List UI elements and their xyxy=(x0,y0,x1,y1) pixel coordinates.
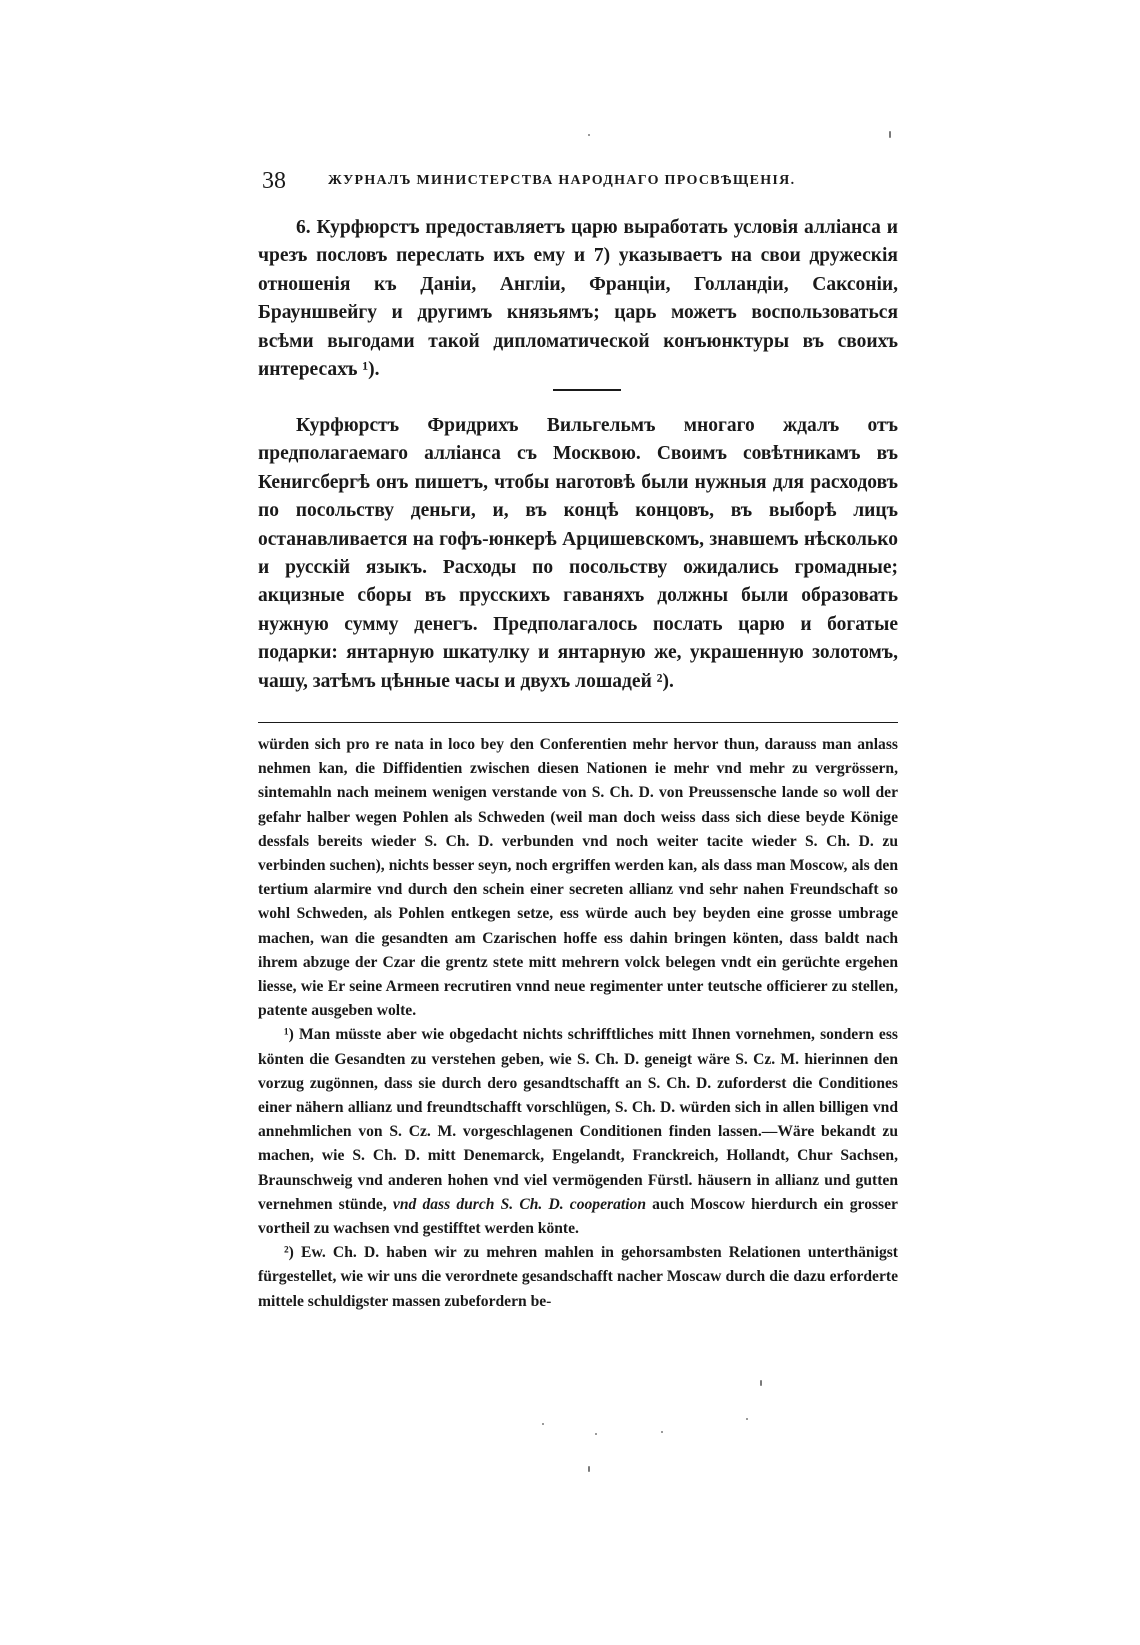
running-head: ЖУРНАЛЪ МИНИСТЕРСТВА НАРОДНАГО ПРОСВѢЩЕНІЯ. xyxy=(328,173,796,188)
scan-speck xyxy=(588,1466,590,1472)
footnote-1-end: auch Moscow hierdurch ein grosser vortheil zu wachsen vnd gestifftet werden könte. xyxy=(258,1195,898,1238)
footnote-1-italic: vnd dass durch S. Ch. D. cooperation xyxy=(392,1195,647,1213)
scan-speck xyxy=(542,1423,544,1425)
footnote-2: ²) Ew. Ch. D. haben wir zu mehren mahlen in gehorsambsten Relationen unterthänigst fürgestellet, wie wir uns die verordnete gesandschafft nacher Moscaw durch die dazu erforderte mittele schuldigster massen zubefordern be- xyxy=(258,1244,898,1310)
scan-speck xyxy=(588,134,590,136)
footnote-1 xyxy=(258,1023,898,1241)
footnote-continuation: würden sich pro re nata in loco bey den Conferentien mehr hervor thun, darauss man anlass nehmen kan, die Diffidentien zwischen diesen Nationen ie mehr vnd mehr zu vergrössern, sintemahln nach meinem wenigen verstande von S. Ch. D. von Preussensche lande so woll der gefahr halber wegen Pohlen als Schweden (weil man doch weiss dass sich diese beyde Könige dessfals bereits wieder S. Ch. D. verbunden vnd noch weiter tacite wieder S. Ch. D. zu verbinden suchen), nichts besser seyn, noch ergriffen werden kan, als dass man Moscow, als den tertium alarmire vnd durch den schein einer secreten allianz vnd sehr nahen Freundschaft so wohl Schweden, als Pohlen entkegen setze, ess würde auch bey beyden eine grosse umbrage machen, wan die gesandten am Czarischen hoffe ess dahin bringen könten, dass baldt nach ihrem abzuge der Czar die grentz stete mitt mehrern volck belegen vndt ein gerüchte ergehen liesse, wie Er seine Armeen recrutiren vnnd neue regimenter unter teutsche officierer zu stellen, patente ausgeben wolte. xyxy=(258,736,898,1020)
paragraph-2: Курфюрстъ Фридрихъ Вильгельмъ многаго ждалъ отъ предполагаемаго алліанса съ Москвою. Своимъ совѣтникамъ въ Кенигсбергѣ онъ пишетъ, чтобы наготовѣ были нужныя для расходовъ по посольству деньги, и, въ концѣ концовъ, въ выборѣ лицъ останавливается на гофъ-юнкерѣ Арцишевскомъ, знавшемъ нѣсколько и русскій языкъ. Расходы по посольству ожидались громадные; акцизные сборы въ прусскихъ гаваняхъ должны были образовать нужную сумму денегъ. Предполагалось послать царю и богатые подарки: янтарную шкатулку и янтарную же, украшенную золотомъ, чашу, затѣмъ цѣнные часы и двухъ лошадей ²). xyxy=(258,415,898,692)
page-number: 38 xyxy=(262,168,286,194)
paragraph-1: 6. Курфюрстъ предоставляетъ царю выработать условія алліанса и чрезъ пословъ переслать ихъ ему и 7) указываетъ на свои дружескія отношенія къ Даніи, Англіи, Франціи, Голландіи, Саксоніи, Брауншвейгу и другимъ князьямъ; царь можетъ воспользоваться всѣми выгодами такой дипломатической конъюнктуры въ своихъ интересахъ ¹). xyxy=(258,217,898,381)
footnote-rule xyxy=(258,722,898,723)
scan-speck xyxy=(889,131,891,138)
footnotes xyxy=(258,733,898,1314)
scan-speck xyxy=(595,1433,597,1435)
footnote-1-text: ¹) Man müsste aber wie obgedacht nichts schrifftliches mitt Ihnen vornehmen, sondern ess könten die Gesandten zu verstehen geben, wie S. Ch. D. geneigt wäre S. Cz. M. hierinnen den vorzug zugönnen, dass sie durch dero gesandtschafft an S. Ch. D. zuforderst die Conditiones einer nähern allianz und freundtschafft vorschlügen, S. Ch. D. würden sich in allen billigen vnd annehmlichen von S. Cz. M. vorgeschlagenen Conditionen finden lassen.—Wäre bekandt zu machen, wie S. Ch. D. mitt Denemarck, Engelandt, Franckreich, Hollandt, Chur Sachsen, Braunschweig vnd anderen hohen vnd viel vermögenden Fürstl. häusern in allianz und gutten vernehmen stünde, xyxy=(258,1026,898,1213)
page-header xyxy=(262,166,894,196)
scan-speck xyxy=(746,1418,748,1420)
section-separator xyxy=(553,389,621,391)
scan-speck xyxy=(760,1380,762,1386)
scan-speck xyxy=(661,1431,663,1433)
